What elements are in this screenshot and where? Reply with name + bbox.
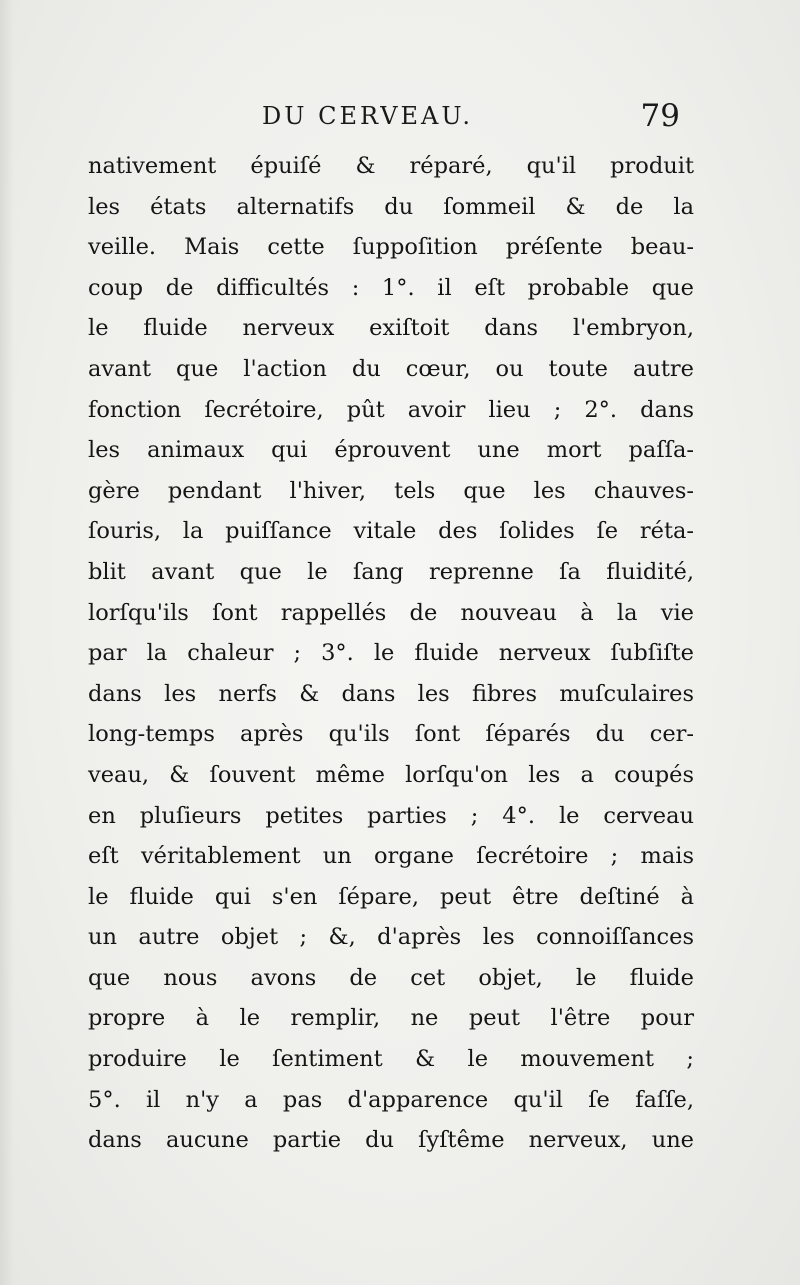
page-edge-shadow [0, 0, 14, 1285]
text-line: les animaux qui éprouvent une mort paſſa- [88, 437, 694, 464]
text-line: avant que l'action du cœur, ou toute autre [88, 355, 694, 382]
text-line: coup de difficultés : 1°. il eſt probable que [88, 274, 694, 301]
text-line: dans les nerfs & dans les fibres muſculaires [88, 680, 694, 707]
text-line: 5°. il n'y a pas d'apparence qu'il ſe faſſe, [88, 1086, 694, 1113]
text-line: ſouris, la puiſſance vitale des ſolides ſe réta- [88, 518, 694, 545]
text-line: produire le ſentiment & le mouvement ; [88, 1046, 694, 1073]
text-line: lorſqu'ils ſont rappellés de nouveau à la vie [88, 599, 694, 626]
text-line: le fluide qui s'en ſépare, peut être deſtiné à [88, 883, 694, 910]
text-line: en pluſieurs petites parties ; 4°. le cerveau [88, 802, 694, 829]
body-text [88, 146, 694, 1161]
text-line: propre à le remplir, ne peut l'être pour [88, 1005, 694, 1032]
text-line: gère pendant l'hiver, tels que les chauves- [88, 477, 694, 504]
text-line: les états alternatifs du ſommeil & de la [88, 193, 694, 220]
text-line: le fluide nerveux exiſtoit dans l'embryon, [88, 315, 694, 342]
text-line: veau, & ſouvent même lorſqu'on les a coupés [88, 761, 694, 788]
text-line: fonction ſecrétoire, pût avoir lieu ; 2°. dans [88, 396, 694, 423]
running-head: DU CERVEAU. [262, 102, 474, 130]
text-line: eſt véritablement un organe ſecrétoire ; mais [88, 843, 694, 870]
text-line: dans aucune partie du ſyſtême nerveux, une [88, 1127, 694, 1154]
text-line: blit avant que le ſang reprenne ſa fluidité, [88, 558, 694, 585]
text-line: par la chaleur ; 3°. le fluide nerveux ſubſiſte [88, 640, 694, 667]
text-line: long-temps après qu'ils ſont ſéparés du cer- [88, 721, 694, 748]
text-line: que nous avons de cet objet, le fluide [88, 964, 694, 991]
page-header [90, 98, 690, 138]
text-line: un autre objet ; &, d'après les connoiſſances [88, 924, 694, 951]
text-line: veille. Mais cette ſuppoſition préſente beau- [88, 234, 694, 261]
text-line: nativement épuiſé & réparé, qu'il produit [88, 153, 694, 179]
page-number: 79 [640, 98, 680, 134]
